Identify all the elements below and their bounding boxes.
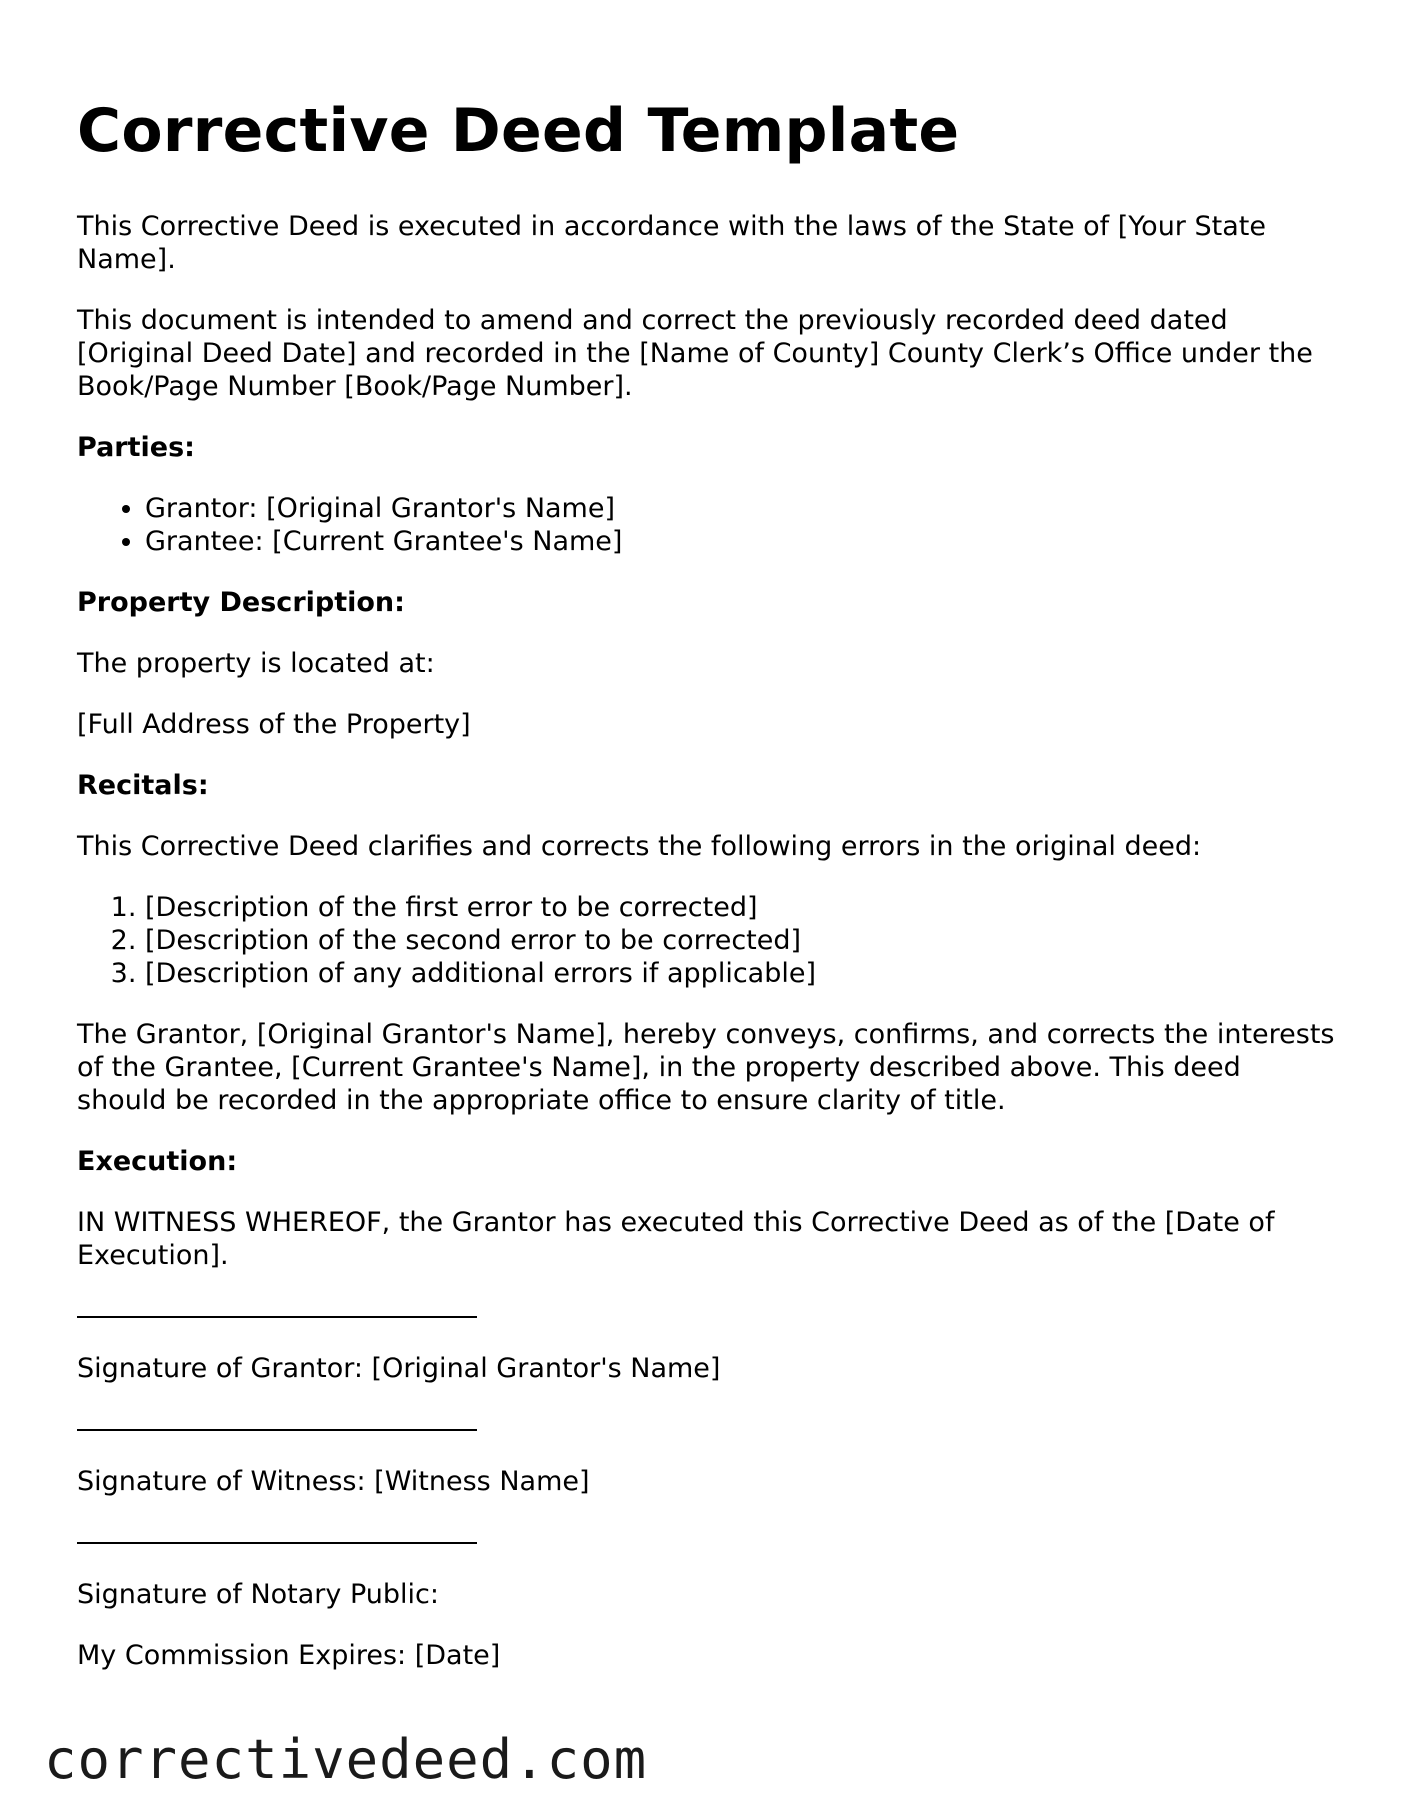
notary-signature-label: Signature of Notary Public:	[77, 1579, 439, 1610]
witness-signature-label: Signature of Witness: [Witness Name]	[77, 1466, 590, 1497]
purpose-paragraph: This document is intended to amend and correct the previously recorded deed dated [Original Deed Date] and recorded in the [Name of County] County Clerk’s Office under the Book/Page Number [Book/Page Number].	[77, 305, 1313, 402]
list-item-error-3: 3. [Description of any additional errors if applicable]	[145, 957, 1337, 990]
page-title: Corrective Deed Template	[77, 96, 960, 166]
notary-signature-line[interactable]	[77, 1542, 477, 1544]
grantor-signature-label: Signature of Grantor: [Original Grantor's Name]	[77, 1353, 721, 1384]
parties-list	[77, 492, 1337, 558]
grantor-signature-line[interactable]	[77, 1316, 477, 1318]
errors-list	[77, 891, 1337, 990]
intro-paragraph: This Corrective Deed is executed in accordance with the laws of the State of [Your State Name].	[77, 211, 1266, 275]
witness-signature-line[interactable]	[77, 1429, 477, 1431]
execution-heading: Execution:	[77, 1146, 238, 1177]
recitals-heading: Recitals:	[77, 770, 209, 801]
list-item-grantee: • Grantee: [Current Grantee's Name]	[145, 525, 1337, 558]
commission-expires: My Commission Expires: [Date]	[77, 1640, 501, 1671]
document-page	[77, 90, 1337, 1700]
list-item-error-1: 1. [Description of the first error to be corrected]	[145, 891, 1337, 924]
list-item-grantor: • Grantor: [Original Grantor's Name]	[145, 492, 1337, 525]
list-item-error-2: 2. [Description of the second error to be corrected]	[145, 924, 1337, 957]
witness-clause: IN WITNESS WHEREOF, the Grantor has executed this Corrective Deed as of the [Date of Execution].	[77, 1207, 1275, 1271]
property-address: [Full Address of the Property]	[77, 709, 471, 740]
conveyance-paragraph: The Grantor, [Original Grantor's Name], hereby conveys, confirms, and corrects the interests of the Grantee, [Current Grantee's Name], in the property described above. This deed should be recorded in the appropriate office to ensure clarity of title.	[77, 1019, 1335, 1116]
recitals-text: This Corrective Deed clarifies and corrects the following errors in the original deed:	[77, 831, 1202, 862]
property-heading: Property Description:	[77, 587, 405, 618]
parties-heading: Parties:	[77, 432, 195, 463]
signature-block	[77, 1316, 1337, 1672]
property-located-text: The property is located at:	[77, 648, 435, 679]
site-watermark: correctivedeed.com	[44, 1728, 648, 1791]
